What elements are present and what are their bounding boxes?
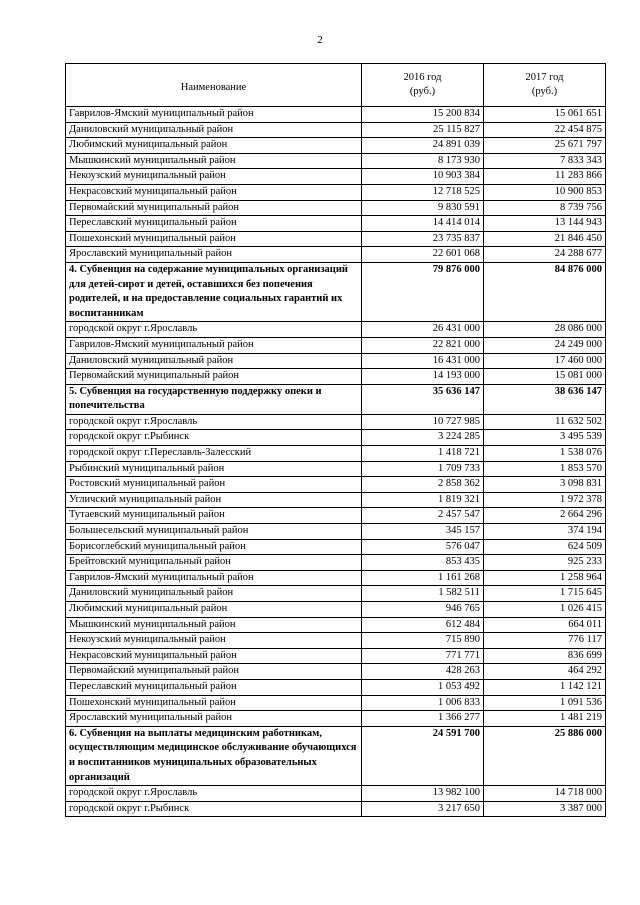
row-name-cell: Мышкинский муниципальный район bbox=[66, 153, 362, 169]
row-2017-value: 11 283 866 bbox=[484, 169, 606, 185]
row-2017-value: 925 233 bbox=[484, 555, 606, 571]
row-2016-value: 771 771 bbox=[362, 648, 484, 664]
table-row bbox=[66, 184, 606, 200]
row-2017-value: 14 718 000 bbox=[484, 786, 606, 802]
row-2016-value: 345 157 bbox=[362, 524, 484, 540]
header-2016-year: 2016 год bbox=[403, 72, 442, 83]
row-name-cell: городской округ г.Рыбинск bbox=[66, 801, 362, 817]
row-2017-value: 1 258 964 bbox=[484, 570, 606, 586]
row-2017-value: 776 117 bbox=[484, 633, 606, 649]
row-name-cell: Брейтовский муниципальный район bbox=[66, 555, 362, 571]
row-2017-value: 17 460 000 bbox=[484, 353, 606, 369]
table-row bbox=[66, 446, 606, 462]
row-name-cell: Гаврилов-Ямский муниципальный район bbox=[66, 337, 362, 353]
row-2017-value: 1 972 378 bbox=[484, 492, 606, 508]
row-2016-value: 16 431 000 bbox=[362, 353, 484, 369]
row-name-cell: Любимский муниципальный район bbox=[66, 138, 362, 154]
row-name-cell: Ярославский муниципальный район bbox=[66, 711, 362, 727]
table-row bbox=[66, 555, 606, 571]
table-row bbox=[66, 461, 606, 477]
row-name-cell: Рыбинский муниципальный район bbox=[66, 461, 362, 477]
row-2017-value: 1 026 415 bbox=[484, 602, 606, 618]
table-row bbox=[66, 570, 606, 586]
row-2017-value: 38 636 147 bbox=[484, 384, 606, 414]
row-2017-value: 664 011 bbox=[484, 617, 606, 633]
row-2016-value: 14 414 014 bbox=[362, 216, 484, 232]
row-name-cell: Гаврилов-Ямский муниципальный район bbox=[66, 570, 362, 586]
row-name-cell: городской округ г.Ярославль bbox=[66, 414, 362, 430]
row-name-cell: городской округ г.Ярославль bbox=[66, 786, 362, 802]
table-row bbox=[66, 107, 606, 123]
row-2016-value: 24 891 039 bbox=[362, 138, 484, 154]
row-name-cell: Даниловский муниципальный район bbox=[66, 353, 362, 369]
row-2017-value: 25 671 797 bbox=[484, 138, 606, 154]
row-name-cell: Любимский муниципальный район bbox=[66, 602, 362, 618]
row-2016-value: 1 161 268 bbox=[362, 570, 484, 586]
row-2017-value: 1 853 570 bbox=[484, 461, 606, 477]
row-2016-value: 1 819 321 bbox=[362, 492, 484, 508]
row-2016-value: 26 431 000 bbox=[362, 322, 484, 338]
table-row bbox=[66, 216, 606, 232]
row-2017-value: 464 292 bbox=[484, 664, 606, 680]
table-row bbox=[66, 337, 606, 353]
row-2016-value: 715 890 bbox=[362, 633, 484, 649]
row-2016-value: 9 830 591 bbox=[362, 200, 484, 216]
row-name-cell: 4. Субвенция на содержание муниципальных организаций для детей-сирот и детей, оставшихся без попечения родителей, и на предоставление социальных гарантий их воспитанникам bbox=[66, 262, 362, 321]
row-name-cell: Угличский муниципальный район bbox=[66, 492, 362, 508]
row-2016-value: 612 484 bbox=[362, 617, 484, 633]
row-name-cell: Некоузский муниципальный район bbox=[66, 633, 362, 649]
row-2017-value: 374 194 bbox=[484, 524, 606, 540]
row-2017-value: 3 098 831 bbox=[484, 477, 606, 493]
table-row bbox=[66, 322, 606, 338]
row-2016-value: 3 217 650 bbox=[362, 801, 484, 817]
table-row bbox=[66, 247, 606, 263]
row-2017-value: 22 454 875 bbox=[484, 122, 606, 138]
row-2017-value: 1 538 076 bbox=[484, 446, 606, 462]
row-2016-value: 576 047 bbox=[362, 539, 484, 555]
row-2017-value: 1 142 121 bbox=[484, 679, 606, 695]
row-2017-value: 13 144 943 bbox=[484, 216, 606, 232]
row-2016-value: 428 263 bbox=[362, 664, 484, 680]
table-row bbox=[66, 786, 606, 802]
row-2016-value: 10 903 384 bbox=[362, 169, 484, 185]
row-name-cell: Тутаевский муниципальный район bbox=[66, 508, 362, 524]
section-row bbox=[66, 726, 606, 785]
row-name-cell: Даниловский муниципальный район bbox=[66, 122, 362, 138]
row-2016-value: 2 858 362 bbox=[362, 477, 484, 493]
table-row bbox=[66, 586, 606, 602]
row-2017-value: 7 833 343 bbox=[484, 153, 606, 169]
table-row bbox=[66, 633, 606, 649]
table-row bbox=[66, 153, 606, 169]
table-row bbox=[66, 200, 606, 216]
row-name-cell: Даниловский муниципальный район bbox=[66, 586, 362, 602]
row-name-cell: Переславский муниципальный район bbox=[66, 216, 362, 232]
row-2016-value: 2 457 547 bbox=[362, 508, 484, 524]
row-2016-value: 853 435 bbox=[362, 555, 484, 571]
row-2017-value: 8 739 756 bbox=[484, 200, 606, 216]
row-2016-value: 3 224 285 bbox=[362, 430, 484, 446]
row-name-cell: Переславский муниципальный район bbox=[66, 679, 362, 695]
row-2017-value: 21 846 450 bbox=[484, 231, 606, 247]
table-header-row bbox=[66, 64, 606, 107]
section-row bbox=[66, 384, 606, 414]
table-row bbox=[66, 169, 606, 185]
header-2017-year: 2017 год bbox=[525, 72, 564, 83]
row-2016-value: 22 821 000 bbox=[362, 337, 484, 353]
table-row bbox=[66, 231, 606, 247]
row-2017-value: 3 387 000 bbox=[484, 801, 606, 817]
table-row bbox=[66, 477, 606, 493]
row-name-cell: городской округ г.Ярославль bbox=[66, 322, 362, 338]
page-number: 2 bbox=[317, 34, 323, 46]
row-name-cell: городской округ г.Переславль-Залесский bbox=[66, 446, 362, 462]
row-2016-value: 15 200 834 bbox=[362, 107, 484, 123]
row-2017-value: 11 632 502 bbox=[484, 414, 606, 430]
row-2016-value: 1 006 833 bbox=[362, 695, 484, 711]
row-2017-value: 84 876 000 bbox=[484, 262, 606, 321]
row-name-cell: Большесельский муниципальный район bbox=[66, 524, 362, 540]
row-2017-value: 15 061 651 bbox=[484, 107, 606, 123]
header-name-cell: Наименование bbox=[66, 64, 362, 107]
table-row bbox=[66, 369, 606, 385]
table-row bbox=[66, 524, 606, 540]
table-row bbox=[66, 508, 606, 524]
row-2016-value: 1 053 492 bbox=[362, 679, 484, 695]
table-row bbox=[66, 353, 606, 369]
table-row bbox=[66, 430, 606, 446]
row-2016-value: 14 193 000 bbox=[362, 369, 484, 385]
section-row bbox=[66, 262, 606, 321]
row-2017-value: 624 509 bbox=[484, 539, 606, 555]
row-name-cell: Первомайский муниципальный район bbox=[66, 369, 362, 385]
row-2016-value: 13 982 100 bbox=[362, 786, 484, 802]
table-row bbox=[66, 414, 606, 430]
row-2016-value: 24 591 700 bbox=[362, 726, 484, 785]
row-2016-value: 1 582 511 bbox=[362, 586, 484, 602]
row-name-cell: Гаврилов-Ямский муниципальный район bbox=[66, 107, 362, 123]
row-2016-value: 12 718 525 bbox=[362, 184, 484, 200]
row-2016-value: 79 876 000 bbox=[362, 262, 484, 321]
table-row bbox=[66, 648, 606, 664]
table-row bbox=[66, 539, 606, 555]
row-name-cell: Пошехонский муниципальный район bbox=[66, 231, 362, 247]
row-2016-value: 8 173 930 bbox=[362, 153, 484, 169]
table-row bbox=[66, 602, 606, 618]
row-name-cell: Некрасовский муниципальный район bbox=[66, 184, 362, 200]
row-name-cell: Пошехонский муниципальный район bbox=[66, 695, 362, 711]
row-name-cell: Первомайский муниципальный район bbox=[66, 664, 362, 680]
table-row bbox=[66, 138, 606, 154]
row-2017-value: 1 715 645 bbox=[484, 586, 606, 602]
row-2017-value: 836 699 bbox=[484, 648, 606, 664]
header-2017-cell bbox=[484, 64, 606, 107]
row-name-cell: Ростовский муниципальный район bbox=[66, 477, 362, 493]
row-name-cell: Борисоглебский муниципальный район bbox=[66, 539, 362, 555]
row-2016-value: 1 418 721 bbox=[362, 446, 484, 462]
table-row bbox=[66, 617, 606, 633]
table-row bbox=[66, 122, 606, 138]
row-2017-value: 25 886 000 bbox=[484, 726, 606, 785]
row-2017-value: 28 086 000 bbox=[484, 322, 606, 338]
table-row bbox=[66, 492, 606, 508]
row-name-cell: городской округ г.Рыбинск bbox=[66, 430, 362, 446]
header-2016-unit: (руб.) bbox=[409, 86, 436, 97]
header-2017-unit: (руб.) bbox=[531, 86, 558, 97]
table-row bbox=[66, 801, 606, 817]
row-2016-value: 23 735 837 bbox=[362, 231, 484, 247]
row-2016-value: 22 601 068 bbox=[362, 247, 484, 263]
row-name-cell: Некоузский муниципальный район bbox=[66, 169, 362, 185]
row-2017-value: 24 249 000 bbox=[484, 337, 606, 353]
row-2017-value: 24 288 677 bbox=[484, 247, 606, 263]
row-name-cell: 5. Субвенция на государственную поддержку опеки и попечительства bbox=[66, 384, 362, 414]
row-2016-value: 946 765 bbox=[362, 602, 484, 618]
header-2016-cell bbox=[362, 64, 484, 107]
row-2017-value: 1 481 219 bbox=[484, 711, 606, 727]
table-row bbox=[66, 695, 606, 711]
row-2017-value: 3 495 539 bbox=[484, 430, 606, 446]
row-2016-value: 25 115 827 bbox=[362, 122, 484, 138]
row-2017-value: 2 664 296 bbox=[484, 508, 606, 524]
row-name-cell: Первомайский муниципальный район bbox=[66, 200, 362, 216]
table-row bbox=[66, 664, 606, 680]
row-2016-value: 1 709 733 bbox=[362, 461, 484, 477]
row-2016-value: 35 636 147 bbox=[362, 384, 484, 414]
row-name-cell: Некрасовский муниципальный район bbox=[66, 648, 362, 664]
table-row bbox=[66, 711, 606, 727]
row-2016-value: 1 366 277 bbox=[362, 711, 484, 727]
row-2017-value: 1 091 536 bbox=[484, 695, 606, 711]
row-name-cell: Ярославский муниципальный район bbox=[66, 247, 362, 263]
row-2016-value: 10 727 985 bbox=[362, 414, 484, 430]
row-name-cell: Мышкинский муниципальный район bbox=[66, 617, 362, 633]
table-row bbox=[66, 679, 606, 695]
subvention-table bbox=[65, 63, 606, 817]
row-2017-value: 15 081 000 bbox=[484, 369, 606, 385]
row-name-cell: 6. Субвенция на выплаты медицинским работникам, осуществляющим медицинское обслуживание обучающихся и воспитанников муниципальных образовательных организаций bbox=[66, 726, 362, 785]
row-2017-value: 10 900 853 bbox=[484, 184, 606, 200]
